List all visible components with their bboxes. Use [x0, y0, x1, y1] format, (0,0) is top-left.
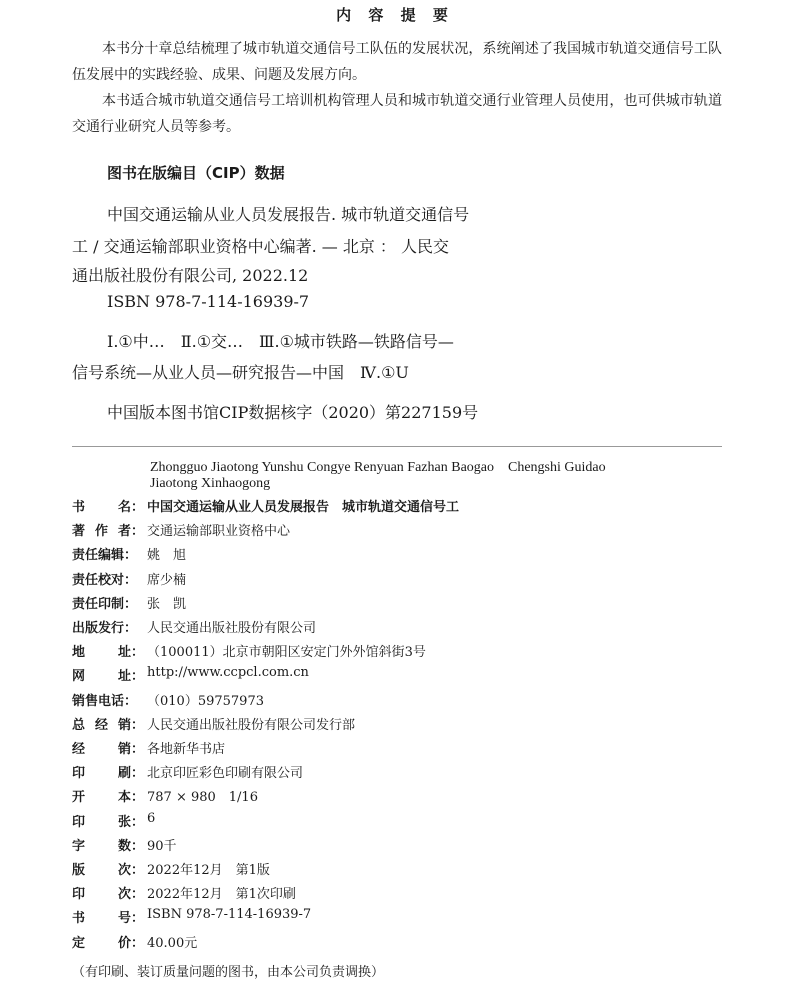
colophon-label-part: 印 [72, 766, 86, 782]
colophon-label-part: 作 [94, 524, 108, 540]
colophon-label [72, 859, 144, 878]
colophon-value: （010）59757973 [147, 693, 264, 709]
colophon-label-part: 字 [72, 838, 86, 854]
colophon-label-part: 价： [117, 935, 144, 951]
pinyin-title-line-1: Zhongguo Jiaotong Yunshu Congye Renyuan Fazhan Baogao Chengshi Guidao [150, 460, 606, 475]
colophon-label-part: 开 [72, 790, 86, 806]
colophon-label [72, 593, 144, 612]
colophon-label-part: 数： [117, 838, 144, 854]
colophon-label [72, 811, 144, 830]
summary-paragraph-2: 本书适合城市轨道交通信号工培训机构管理人员和城市轨道交通行业管理人员使用，也可供城市轨道交通行业研究人员等参考。 [72, 93, 722, 135]
colophon-value: 6 [147, 810, 156, 826]
colophon-label-part: 出版发行： [72, 621, 138, 636]
colophon-value: 787 × 980 1/16 [147, 790, 258, 806]
colophon-label-part: 址： [117, 669, 144, 685]
colophon-label [72, 786, 144, 805]
colophon-label [72, 496, 144, 515]
colophon-label [72, 641, 144, 660]
colophon-label [72, 907, 144, 926]
colophon-label [72, 520, 144, 539]
summary-title: 内 容 提 要 [336, 6, 454, 24]
colophon-label-part: 张： [117, 814, 144, 830]
colophon-label-part: 责任校对： [72, 572, 138, 588]
colophon-value: 姚 旭 [147, 548, 187, 564]
colophon-label [72, 835, 144, 854]
colophon-label-part: 印 [72, 814, 86, 830]
colophon-label-part: 网 [72, 669, 86, 685]
colophon-label [72, 714, 144, 733]
colophon-value: 2022年12月 第1版 [147, 863, 270, 878]
colophon-value: 人民交通出版社股份有限公司 [147, 621, 317, 636]
colophon-value: 90千 [147, 838, 177, 854]
colophon-label-part: 销： [117, 717, 144, 733]
colophon-label-part: 址： [117, 645, 144, 661]
colophon-value: 2022年12月 第1次印刷 [147, 887, 296, 903]
colophon-value: 人民交通出版社股份有限公司发行部 [147, 717, 356, 733]
cip-classification-line-2: 信号系统—从业人员—研究报告—中国 Ⅳ.①U [72, 363, 409, 382]
colophon-value: 张 凯 [147, 596, 187, 612]
colophon-label-part: 销： [117, 742, 144, 757]
colophon-label-part: 经 [72, 742, 86, 757]
colophon-label-part: 本： [117, 790, 144, 806]
colophon-label [72, 690, 144, 709]
colophon-label-part: 名： [117, 500, 144, 515]
colophon-label-part: 销售电话： [72, 693, 138, 709]
colophon-label-part: 总 [72, 717, 86, 733]
cip-title-line-2: 工 / 交通运输部职业资格中心编著. — 北京 ： 人民交 [72, 237, 449, 256]
colophon-label-part: 次： [117, 863, 144, 878]
colophon-value: 席少楠 [147, 572, 187, 588]
cip-heading: 图书在版编目（CIP）数据 [107, 164, 285, 182]
colophon-label [72, 883, 144, 902]
colophon-label-part: 责任编辑： [72, 548, 138, 564]
colophon-label-part: 著 [72, 524, 86, 540]
colophon-label-part: 书 [72, 500, 86, 515]
colophon-label-part: 责任印制： [72, 596, 138, 612]
cip-classification-line-1: Ⅰ.①中… Ⅱ.①交… Ⅲ.①城市铁路—铁路信号— [107, 332, 454, 351]
colophon-label [72, 738, 144, 757]
colophon-label [72, 932, 144, 951]
colophon-value: ISBN 978-7-114-16939-7 [147, 907, 312, 923]
colophon-value: 40.00元 [147, 935, 198, 951]
cip-title-line-3: 通出版社股份有限公司, 2022.12 [72, 266, 309, 285]
colophon-label-part: 定 [72, 935, 86, 951]
colophon-value: http://www.ccpcl.com.cn [147, 665, 309, 681]
cip-record-number: 中国版本图书馆CIP数据核字（2020）第227159号 [107, 403, 479, 422]
colophon-label-part: 刷： [117, 766, 144, 782]
pinyin-title-line-2: Jiaotong Xinhaogong [150, 476, 271, 491]
colophon-label-part: 号： [117, 911, 144, 927]
colophon-label-part: 经 [94, 717, 108, 733]
colophon-label [72, 544, 144, 563]
colophon-value: 交通运输部职业资格中心 [147, 524, 291, 540]
colophon-value: 北京印匠彩色印刷有限公司 [147, 766, 304, 782]
colophon-label [72, 665, 144, 684]
colophon-label-part: 地 [72, 645, 86, 661]
summary-paragraph-1: 本书分十章总结梳理了城市轨道交通信号工队伍的发展状况，系统阐述了我国城市轨道交通信号工队伍发展中的实践经验、成果、问题及发展方向。 [72, 41, 722, 83]
divider-rule [72, 446, 722, 447]
colophon-label-part: 书 [72, 911, 86, 927]
colophon-value: 中国交通运输从业人员发展报告 城市轨道交通信号工 [147, 500, 460, 515]
colophon-label-part: 版 [72, 863, 86, 878]
colophon-label [72, 617, 144, 636]
colophon-label-part: 者： [117, 524, 144, 540]
colophon-value: 各地新华书店 [147, 742, 226, 757]
colophon-value: （100011）北京市朝阳区安定门外外馆斜街3号 [147, 645, 426, 661]
colophon-label-part: 次： [117, 887, 144, 903]
colophon-label [72, 762, 144, 781]
colophon-label [72, 569, 144, 588]
colophon-label-part: 印 [72, 887, 86, 903]
cip-title-line-1: 中国交通运输从业人员发展报告. 城市轨道交通信号 [107, 205, 470, 224]
footer-note: （有印刷、装订质量问题的图书，由本公司负责调换） [72, 965, 385, 980]
cip-isbn: ISBN 978-7-114-16939-7 [107, 292, 310, 311]
